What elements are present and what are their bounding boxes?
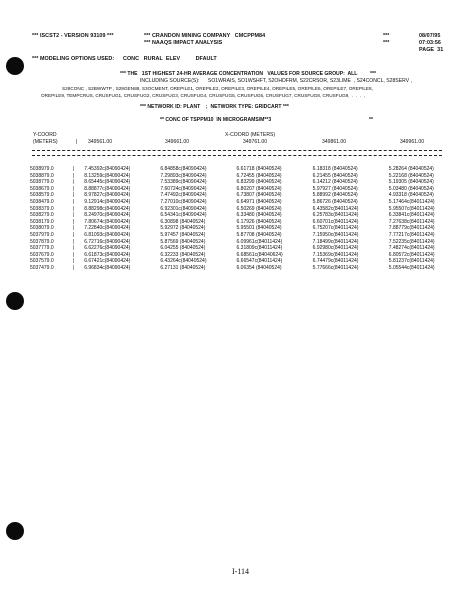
concentration-cell: 6.60701c(84011424)	[312, 218, 359, 225]
row-separator: |	[72, 258, 75, 265]
y-coordinate-cell: 5037679.0	[30, 251, 54, 258]
row-separator: |	[72, 179, 75, 186]
analysis-title: *** NAAQS IMPACT ANALYSIS	[144, 40, 223, 46]
concentration-cell: 6.74479c(84011424)	[312, 258, 359, 265]
y-coord-unit: (METERS)	[33, 139, 58, 145]
concentration-cell: 7.80674c(84090424)	[84, 218, 131, 225]
y-coordinate-cell: 5037479.0	[30, 264, 54, 271]
concentration-cell: 9.12914c(84090424)	[84, 198, 131, 205]
concentration-cell: 7.27010c(84090424)	[160, 198, 207, 205]
concentration-cell: 5.22168 (84040524)	[388, 172, 434, 179]
y-coordinate-cell: 5038479.0	[30, 198, 54, 205]
concentration-cell: 6.04255 (84040524)	[160, 245, 206, 252]
concentration-cell: 5.92972 (84040524)	[160, 225, 206, 232]
concentration-cell: 7.18499c(84011424)	[312, 238, 359, 245]
concentration-table	[30, 166, 465, 272]
concentration-table-body	[30, 166, 465, 272]
table-row	[30, 206, 465, 213]
sources-line-2: S28CONC , S2BWWTP , S29GEN88, S3OCMENT, OREPILE1, OREPILE2, OREPILE3, OREPILE4, OREPILE5, OREPILE6, OREPILE7, OREPILE8,	[62, 86, 373, 91]
concentration-cell: 7.52235c(84011424)	[388, 238, 435, 245]
table-row	[30, 179, 465, 186]
concentration-cell: 8.24970c(84090424)	[84, 212, 131, 219]
table-row	[30, 192, 465, 199]
row-separator: |	[72, 251, 75, 258]
sources-line-1: INCLUDING SOURCE(S): SO1WRAIS, SO1WSHFT, S2OHDFRM, S22CRSOR, S23LIME , S24CONCL, S28SERV ,	[140, 78, 412, 84]
row-separator: |	[72, 212, 75, 219]
row-separator: |	[72, 231, 75, 238]
concentration-cell: 7.47492c(84090424)	[160, 192, 207, 199]
concentration-cell: 6.75207c(84011424)	[312, 225, 359, 232]
concentration-cell: 7.22840c(84090424)	[84, 225, 131, 232]
concentration-cell: 7.29893c(84090424)	[160, 172, 207, 179]
y-coordinate-cell: 5038079.0	[30, 225, 54, 232]
concentration-cell: 8.88877c(84090424)	[84, 185, 131, 192]
row-separator: |	[72, 172, 75, 179]
table-row	[30, 166, 465, 173]
concentration-cell: 6.72455 (84040524)	[236, 172, 282, 179]
concentration-cell: 5.28264 (84040524)	[388, 166, 434, 172]
concentration-cell: 6.27131 (84040524)	[160, 264, 206, 271]
concentration-cell: 5.95501 (84040524)	[236, 225, 282, 232]
concentration-cell: 6.80207 (84040524)	[236, 185, 282, 192]
y-coordinate-cell: 5038279.0	[30, 212, 54, 219]
concentration-cell: 5.86726 (84040524)	[312, 198, 358, 205]
concentration-cell: 6.83299 (84040524)	[236, 179, 282, 186]
row-separator: |	[72, 238, 75, 245]
sources-line-3: OREPILE9, TEMPCRUS, CRUSFUG1, CRUSFUG2, CRUSFUG3, CRUSFUG4, CRUSFUG5, CRUSFUG6, CRUSFUG7, CRUSFUG8, CRUSFUG9, . . . ,	[41, 93, 366, 98]
concentration-cell: 6.92301c(84090424)	[160, 205, 207, 212]
concentration-cell: 7.60724c(84090424)	[160, 185, 207, 192]
y-coordinate-cell: 5038879.0	[30, 172, 54, 179]
concentration-cell: 5.87708 (84040524)	[236, 231, 282, 238]
concentration-cell: 6.32233 (84040524)	[160, 251, 206, 258]
header-divider	[32, 150, 442, 151]
concentration-cell: 6.73807 (84040524)	[236, 192, 282, 199]
concentration-cell: 6.14212 (84040524)	[312, 179, 358, 186]
y-coordinate-cell: 5037579.0	[30, 258, 54, 265]
concentration-cell: 6.81093c(84090424)	[84, 231, 131, 238]
concentration-cell: 6.06354 (84040524)	[236, 264, 282, 271]
x-coord-value: 349661.00	[165, 139, 190, 145]
concentration-cell: 7.27638c(84011424)	[388, 218, 435, 225]
concentration-cell: 5.81237c(84011424)	[388, 258, 435, 265]
network-id: *** NETWORK ID: PLANT ; NETWORK TYPE: GRIDCART ***	[140, 104, 289, 110]
concentration-cell: 7.48274c(84011424)	[388, 245, 435, 252]
concentration-cell: 5.97457 (84040524)	[160, 231, 206, 238]
concentration-cell: 5.88992 (84040524)	[312, 192, 358, 199]
y-axis-separator: |	[76, 139, 78, 145]
table-row	[30, 252, 465, 259]
concentration-cell: 8.65445c(84090424)	[84, 179, 131, 186]
concentration-cell: 5.77666c(84011424)	[312, 264, 359, 271]
concentration-cell: 8.97827c(84090424)	[84, 192, 131, 199]
table-row	[30, 258, 465, 265]
row-separator: |	[72, 245, 75, 252]
table-row	[30, 245, 465, 252]
concentration-cell: 6.54341c(84090424)	[160, 212, 207, 219]
y-coordinate-cell: 5038679.0	[30, 185, 54, 192]
concentration-cell: 6.33480 (84040524)	[236, 212, 282, 219]
x-coord-value: 349861.00	[322, 139, 347, 145]
concentration-cell: 7.45392c(84090424)	[84, 166, 131, 172]
concentration-cell: 6.61718 (84040524)	[236, 166, 282, 172]
page-number: I-114	[232, 567, 250, 576]
concentration-cell: 6.43264c(84040524)	[160, 258, 207, 265]
x-coord-label: X-COORD (METERS)	[225, 132, 276, 138]
concentration-title: ** CONC OF TSPPM10 IN MICROGRAMS/M**3	[160, 117, 272, 123]
modeling-options-values: CONC RURAL ELEV DFAULT	[123, 56, 217, 62]
concentration-stars: **	[369, 117, 373, 123]
concentration-cell: 8.13259c(84090424)	[84, 172, 131, 179]
row-separator: |	[72, 198, 75, 205]
table-row	[30, 239, 465, 246]
concentration-cell: 6.62276c(84090424)	[84, 245, 131, 252]
y-coordinate-cell: 5038779.0	[30, 179, 54, 186]
row-separator: |	[72, 205, 75, 212]
concentration-cell: 6.80572c(84011424)	[388, 251, 435, 258]
table-row	[30, 219, 465, 226]
concentration-cell: 7.88779c(84011424)	[388, 225, 435, 232]
punch-hole-bottom	[6, 522, 24, 540]
concentration-cell: 6.61873c(84090424)	[84, 251, 131, 258]
concentration-cell: 7.77217c(84011424)	[388, 231, 435, 238]
page-label: PAGE 31	[419, 47, 444, 53]
concentration-cell: 6.43582c(84011424)	[312, 205, 359, 212]
table-row	[30, 173, 465, 180]
concentration-cell: 6.33841c(84011424)	[388, 212, 435, 219]
concentration-cell: 6.30898 (84040524)	[160, 218, 206, 225]
row-separator: |	[72, 185, 75, 192]
y-coordinate-cell: 5038179.0	[30, 218, 54, 225]
concentration-cell: 6.66547c(84011424)	[236, 258, 283, 265]
y-coordinate-cell: 5038979.0	[30, 166, 54, 172]
y-coordinate-cell: 5038379.0	[30, 205, 54, 212]
concentration-cell: 5.87569 (84040524)	[160, 238, 206, 245]
concentration-cell: 7.15369c(84011424)	[312, 251, 359, 258]
concentration-cell: 5.03480 (84040524)	[388, 185, 434, 192]
concentration-cell: 5.95507c(84011424)	[388, 205, 435, 212]
concentration-cell: 6.64971 (84040524)	[236, 198, 282, 205]
table-row	[30, 232, 465, 239]
concentration-cell: 5.05544c(84011424)	[388, 264, 435, 271]
row-separator: |	[72, 264, 75, 271]
y-coordinate-cell: 5038579.0	[30, 192, 54, 199]
table-row	[30, 265, 465, 272]
concentration-cell: 6.67421c(84090424)	[84, 258, 131, 265]
concentration-cell: 7.15950c(84011424)	[312, 231, 359, 238]
concentration-cell: 7.53389c(84090424)	[160, 179, 207, 186]
x-coord-value: 349561.00	[88, 139, 113, 145]
header-divider-2	[32, 155, 442, 156]
y-coord-label: Y-COORD	[33, 132, 57, 138]
concentration-cell: 5.97927 (84040524)	[312, 185, 358, 192]
x-coord-value: 349961.00	[400, 139, 425, 145]
report-time: 07:03:56	[419, 40, 441, 46]
concentration-cell: 6.92980c(84011424)	[312, 245, 359, 252]
concentration-cell: 5.19305 (84040524)	[388, 179, 434, 186]
modeling-options-label: *** MODELING OPTIONS USED:	[32, 56, 115, 62]
y-coordinate-cell: 5037879.0	[30, 238, 54, 245]
row-separator: |	[72, 225, 75, 232]
company-title: *** CRANDON MINING COMPANY CMCPPM84	[144, 33, 266, 39]
concentration-cell: 6.31809c(84011424)	[236, 245, 283, 252]
concentration-cell: 6.21455 (84040524)	[312, 172, 358, 179]
report-title-line: *** THE 1ST HIGHEST 24-HR AVERAGE CONCENTRATION VALUES FOR SOURCE GROUP: ALL ***	[120, 71, 376, 77]
row-separator: |	[72, 218, 75, 225]
concentration-cell: 6.17926 (84040524)	[236, 218, 282, 225]
x-coord-value: 349761.00	[243, 139, 268, 145]
punch-hole-top	[6, 57, 24, 75]
table-row	[30, 199, 465, 206]
concentration-cell: 5.17464c(84011424)	[388, 198, 435, 205]
concentration-cell: 6.84858c(84090424)	[160, 166, 207, 172]
concentration-cell: 4.93318 (84040524)	[388, 192, 434, 199]
concentration-cell: 6.25783c(84011424)	[312, 212, 359, 219]
row-separator: |	[72, 192, 75, 199]
program-version: *** ISCST2 - VERSION 93109 ***	[32, 33, 114, 39]
concentration-cell: 6.50269 (84040524)	[236, 205, 282, 212]
concentration-cell: 8.88298c(84090424)	[84, 205, 131, 212]
punch-hole-middle	[6, 292, 24, 310]
table-row	[30, 225, 465, 232]
table-row	[30, 186, 465, 193]
report-date: 08/07/95	[419, 33, 441, 39]
header-stars-2: ***	[383, 40, 390, 46]
y-coordinate-cell: 5037779.0	[30, 245, 54, 252]
concentration-cell: 6.09961c(84011424)	[236, 238, 283, 245]
concentration-cell: 6.96834c(84090424)	[84, 264, 131, 271]
concentration-cell: 6.72716c(84090424)	[84, 238, 131, 245]
concentration-cell: 6.68561c(84040624)	[236, 251, 283, 258]
table-row	[30, 212, 465, 219]
header-stars-1: ***	[383, 33, 390, 39]
row-separator: |	[72, 166, 75, 172]
concentration-cell: 6.18318 (84040524)	[312, 166, 358, 172]
y-coordinate-cell: 5037979.0	[30, 231, 54, 238]
